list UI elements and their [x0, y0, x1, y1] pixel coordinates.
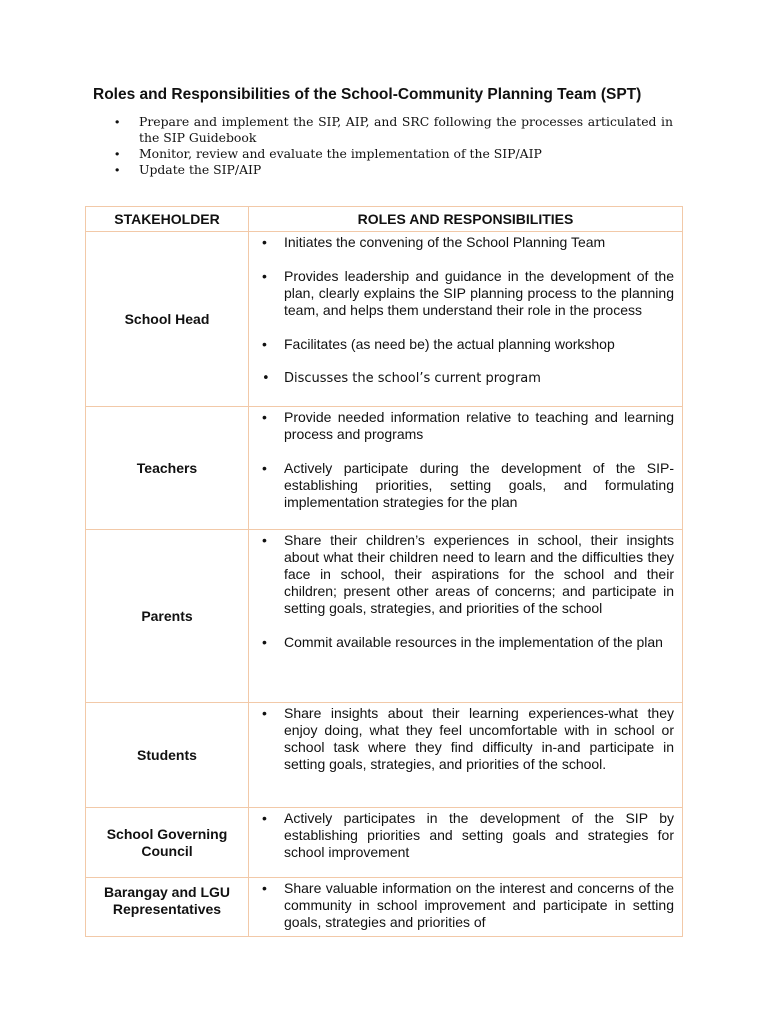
table-row	[86, 407, 683, 530]
table-row	[86, 232, 683, 407]
roles-cell	[249, 703, 683, 808]
table-row	[86, 878, 683, 937]
stakeholder-cell: Barangay and LGU Representatives	[86, 878, 249, 937]
role-item: • Discusses the school’s current program	[257, 370, 674, 387]
roles-cell	[249, 232, 683, 407]
role-item: • Share valuable information on the interest and concerns of the community in school improvement and participate in setting goals, strategies and priorities of	[257, 880, 674, 930]
role-item: • Provides leadership and guidance in the development of the plan, clearly explains the SIP planning process to the planning team, and helps them understand their role in the process	[257, 268, 674, 319]
role-item: • Commit available resources in the implementation of the plan	[257, 634, 674, 651]
table-row	[86, 808, 683, 878]
role-item: • Share insights about their learning experiences-what they enjoy doing, what they feel uncomfortable with in school or school task where they find difficulty in-and participate in setting goals, strategies, and priorities of the school.	[257, 705, 674, 773]
role-item: • Actively participate during the development of the SIP-establishing priorities, setting goals, and formulating implementation strategies for the plan	[257, 460, 674, 511]
roles-cell	[249, 407, 683, 530]
intro-item: • Update the SIP/AIP	[115, 162, 673, 178]
stakeholder-cell: School Governing Council	[86, 808, 249, 878]
intro-item: • Prepare and implement the SIP, AIP, and SRC following the processes articulated in the SIP Guidebook	[115, 114, 673, 146]
stakeholder-cell: Teachers	[86, 407, 249, 530]
stakeholder-cell: Students	[86, 703, 249, 808]
roles-cell	[249, 530, 683, 703]
stakeholder-cell: School Head	[86, 232, 249, 407]
role-item: • Facilitates (as need be) the actual planning workshop	[257, 336, 674, 353]
roles-cell	[249, 808, 683, 878]
role-item: • Share their children’s experiences in school, their insights about what their children need to learn and the difficulties they face in school, their aspirations for the school and their children; present other areas of concerns; and participate in setting goals, strategies, and priorities of the school	[257, 532, 674, 617]
intro-item: • Monitor, review and evaluate the implementation of the SIP/AIP	[115, 146, 673, 162]
stakeholder-cell: Parents	[86, 530, 249, 703]
table-header-row	[86, 207, 683, 232]
table-row	[86, 530, 683, 703]
role-item: • Provide needed information relative to teaching and learning process and programs	[257, 409, 674, 443]
table-row	[86, 703, 683, 808]
roles-header: ROLES AND RESPONSIBILITIES	[249, 207, 683, 232]
intro-list	[115, 114, 673, 178]
stakeholder-header: STAKEHOLDER	[86, 207, 249, 232]
role-item: • Actively participates in the development of the SIP by establishing priorities and setting goals and strategies for school improvement	[257, 810, 674, 861]
role-item: • Initiates the convening of the School Planning Team	[257, 234, 674, 251]
roles-cell	[249, 878, 683, 937]
page-title: Roles and Responsibilities of the School-Community Planning Team (SPT)	[93, 86, 642, 103]
roles-table	[85, 206, 683, 937]
